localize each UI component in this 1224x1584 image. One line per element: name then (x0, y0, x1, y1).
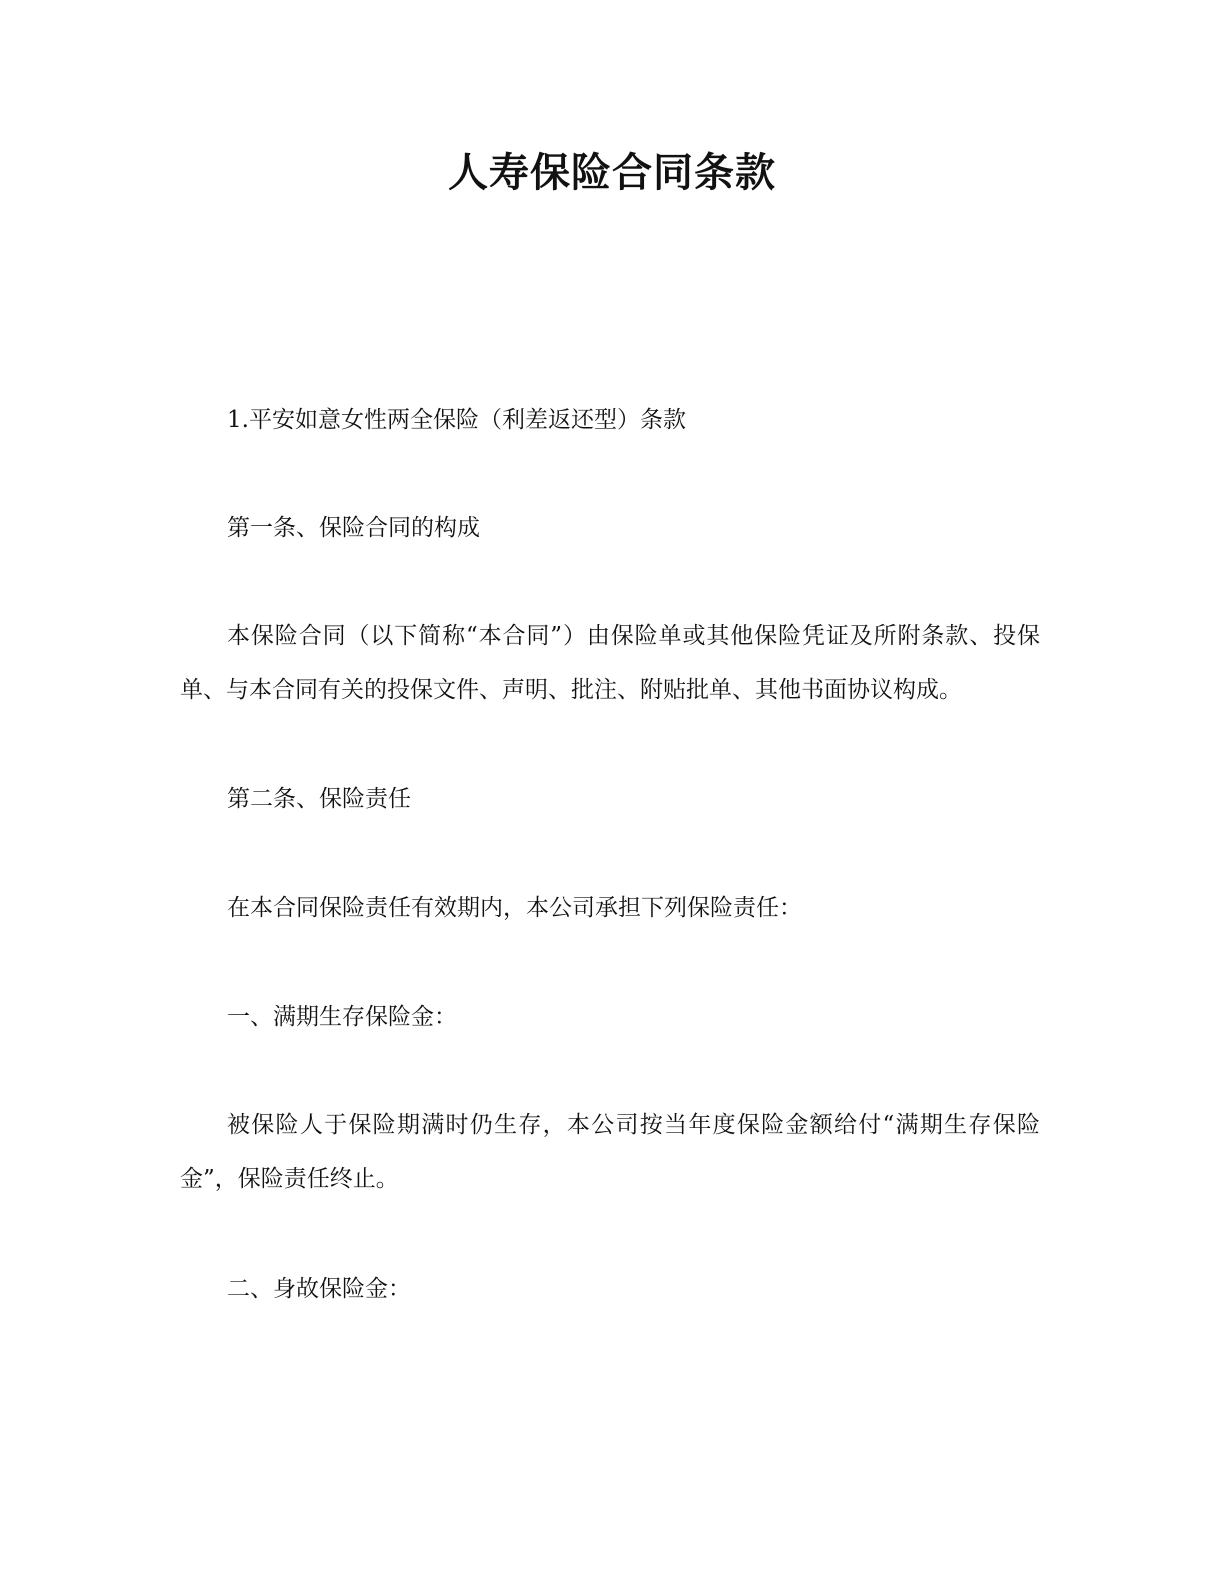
article-heading-1: 第一条、保险合同的构成 (227, 515, 480, 541)
benefit-heading-death: 二、身故保险金： (227, 1276, 411, 1302)
document-title: 人寿保险合同条款 (448, 150, 776, 196)
article-heading-2: 第二条、保险责任 (227, 786, 411, 812)
benefit-heading-maturity: 一、满期生存保险金： (227, 1004, 457, 1030)
article-body-1: 本保险合同（以下简称“本合同”）由保险单或其他保险凭证及所附条款、投保单、与本合同有关的投保文件、声明、批注、附贴批单、其他书面协议构成。 (180, 623, 1040, 703)
article-body-2-intro: 在本合同保险责任有效期内，本公司承担下列保险责任： (227, 895, 802, 921)
benefit-body-maturity: 被保险人于保险期满时仍生存，本公司按当年度保险金额给付“满期生存保险金”，保险责任终止。 (180, 1112, 1040, 1192)
clause-heading-product: 1.平安如意女性两全保险（利差返还型）条款 (227, 407, 686, 433)
